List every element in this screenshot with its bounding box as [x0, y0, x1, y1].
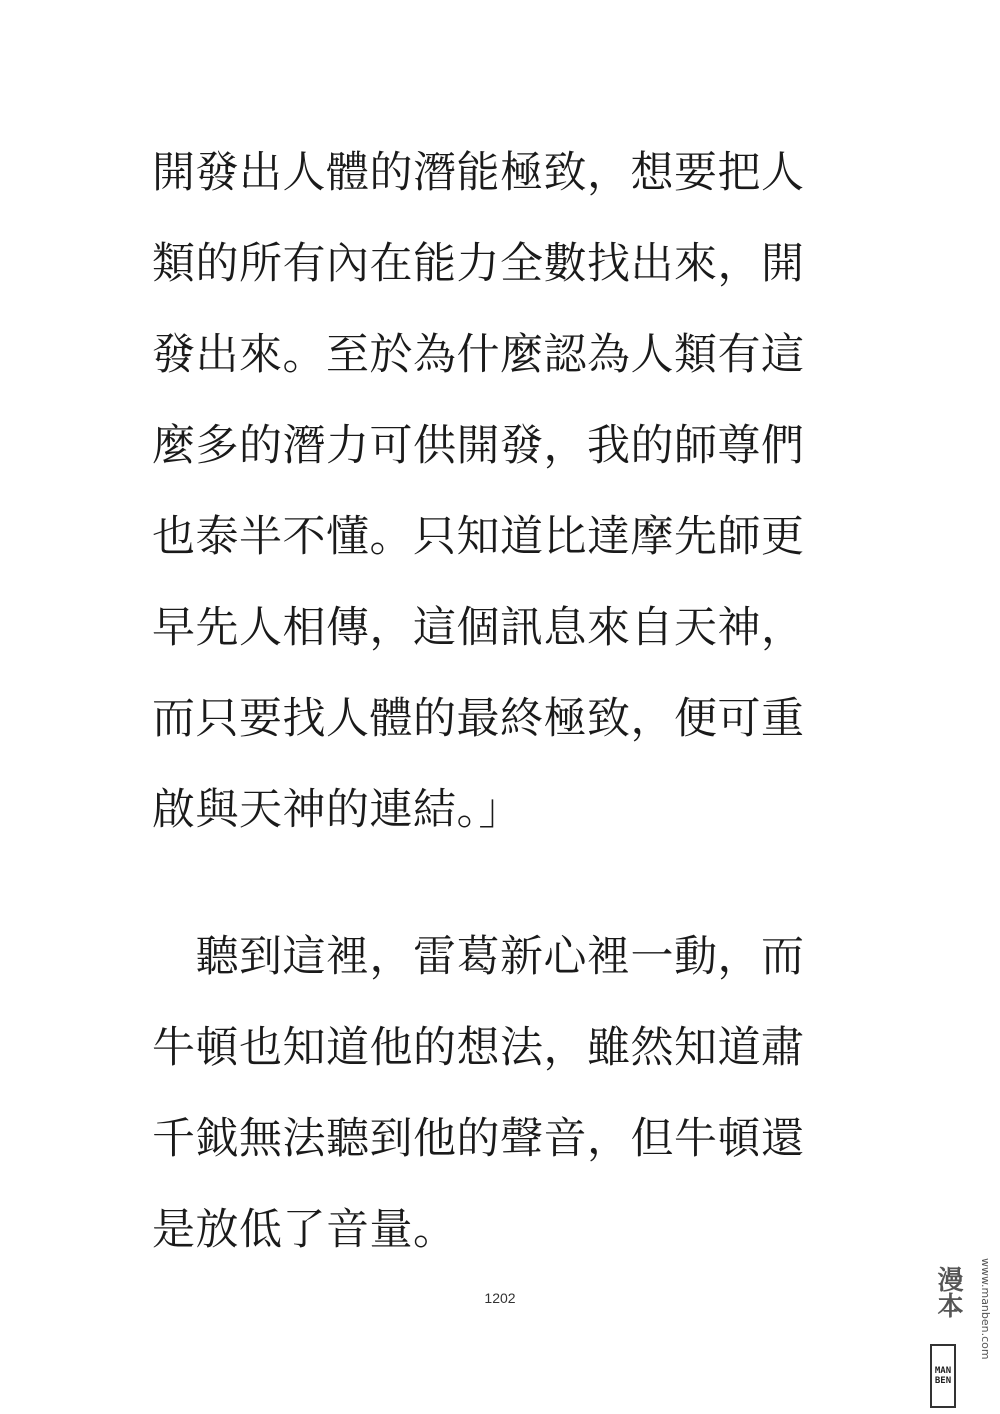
watermark-box-line: MAN: [934, 1366, 952, 1376]
paragraph-2: [152, 912, 872, 1276]
text-line: 牛頓也知道他的想法，雖然知道肅: [152, 1023, 805, 1073]
text-line: 是放低了音量。: [152, 1205, 457, 1255]
watermark-box: [930, 1344, 956, 1408]
text-line: 麼多的潛力可供開發，我的師尊們: [152, 421, 805, 471]
text-line: 而只要找人體的最終極致，便可重: [152, 694, 805, 744]
paragraph-1: [152, 128, 872, 856]
watermark-logo: 漫本: [933, 1266, 963, 1318]
watermark-url: www.manben.com: [979, 1258, 992, 1360]
text-line: 早先人相傳，這個訊息來自天神，: [152, 603, 805, 653]
text-line: 啟與天神的連結。」: [152, 785, 522, 835]
text-line: 也泰半不懂。只知道比達摩先師更: [152, 512, 805, 562]
text-line: 聽到這裡，雷葛新心裡一動，而: [152, 932, 805, 982]
text-line: 類的所有內在能力全數找出來，開: [152, 239, 805, 289]
watermark: [930, 1258, 992, 1408]
text-line: 千鉞無法聽到他的聲音，但牛頓還: [152, 1114, 805, 1164]
text-line: 發出來。至於為什麼認為人類有這: [152, 330, 805, 380]
page-number: 1202: [484, 1290, 516, 1306]
text-line: 開發出人體的潛能極致，想要把人: [152, 148, 805, 198]
watermark-box-line: BEN: [934, 1376, 952, 1386]
